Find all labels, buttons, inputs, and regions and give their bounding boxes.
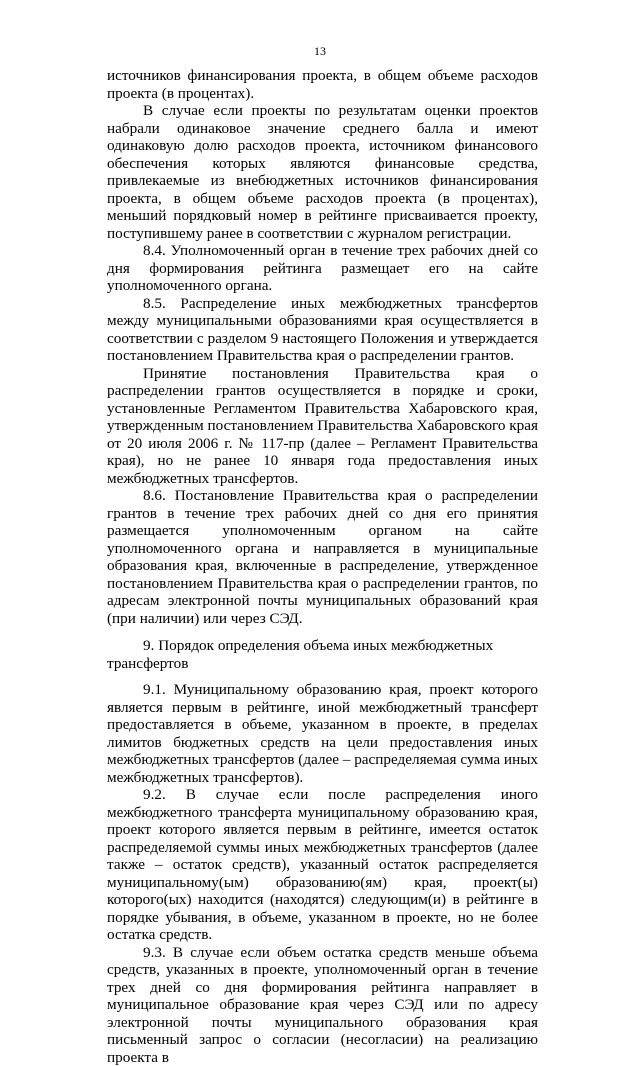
- paragraph-continuation: источников финансирования проекта, в общем объеме расходов проекта (в процентах).: [107, 67, 538, 102]
- paragraph-9-3: 9.3. В случае если объем остатка средств меньше объема средств, указанных в проекте, уполномоченный орган в течение трех дней со дня формирования рейтинга направляет в муниципальное образование края через СЭД или по адресу электронной почты муниципального образования края письменный запрос о согласии (несогласии) на реализацию проекта в: [107, 944, 538, 1066]
- paragraph-8-6: 8.6. Постановление Правительства края о распределении грантов в течение трех рабочих дней со дня его принятия размещается уполномоченным органом на сайте уполномоченного органа и направляется в муниципальные образования края, включенные в распределение, утвержденное постановлением Правительства края о распределении грантов, по адресам электронной почты муниципальных образований края (при наличии) или через СЭД.: [107, 487, 538, 627]
- section-9-heading: 9. Порядок определения объема иных межбюджетных трансфертов: [107, 637, 538, 672]
- paragraph-equal-scores: В случае если проекты по результатам оценки проектов набрали одинаковое значение среднего балла и имеют одинаковую долю расходов проекта, источником финансового обеспечения которых являются финансовые средства, привлекаемые из внебюджетных источников финансирования проекта, в общем объеме расходов проекта (в процентах), меньший порядковый номер в рейтинге присваивается проекту, поступившему ранее в соответствии с журналом регистрации.: [107, 102, 538, 242]
- paragraph-8-5: 8.5. Распределение иных межбюджетных трансфертов между муниципальными образованиями края осуществляется в соответствии с разделом 9 настоящего Положения и утверждается постановлением Правительства края о распределении грантов.: [107, 295, 538, 365]
- page-number: 13: [0, 44, 640, 58]
- paragraph-8-4: 8.4. Уполномоченный орган в течение трех рабочих дней со дня формирования рейтинга размещает его на сайте уполномоченного органа.: [107, 242, 538, 295]
- paragraph-adoption-of-resolution: Принятие постановления Правительства края о распределении грантов осуществляется в порядке и сроки, установленные Регламентом Правительства Хабаровского края, утвержденным постановлением Правительства Хабаровского края от 20 июля 2006 г. № 117-пр (далее – Регламент Правительства края), но не ранее 10 января года предоставления иных межбюджетных трансфертов.: [107, 365, 538, 488]
- paragraph-9-2: 9.2. В случае если после распределения иного межбюджетного трансферта муниципальному образованию края, проект которого является первым в рейтинге, имеется остаток распределяемой суммы иных межбюджетных трансфертов (далее также – остаток средств), указанный остаток распределяется муниципальному(ым) образованию(ям) края, проект(ы) которого(ых) находится (находятся) следующим(и) в рейтинге в порядке убывания, в объеме, указанном в проекте, но не более остатка средств.: [107, 786, 538, 944]
- paragraph-9-1: 9.1. Муниципальному образованию края, проект которого является первым в рейтинге, иной межбюджетный трансферт предоставляется в объеме, указанном в проекте, в пределах лимитов бюджетных средств на цели предоставления иных межбюджетных трансфертов (далее – распределяемая сумма иных межбюджетных трансфертов).: [107, 681, 538, 786]
- document-body: [107, 67, 538, 1066]
